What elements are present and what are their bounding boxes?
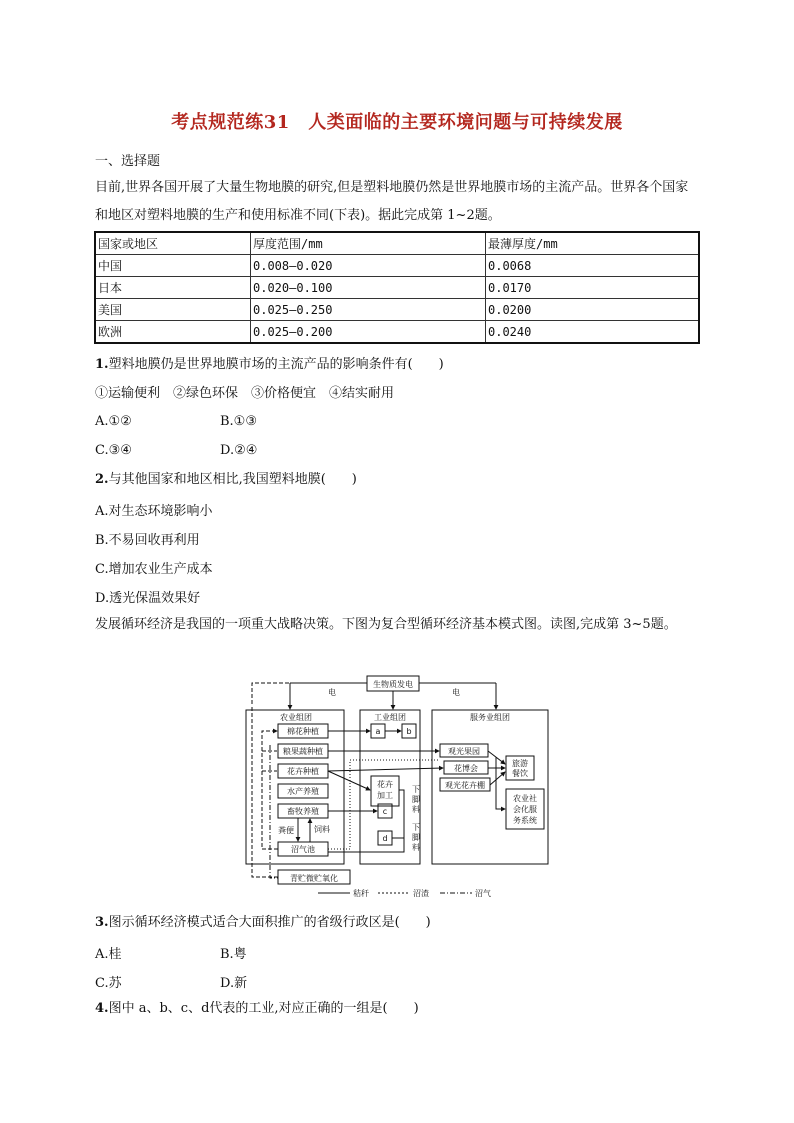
question-stem: 与其他国家和地区相比,我国塑料地膜( ): [108, 472, 357, 487]
service-item: 观光果园: [448, 747, 480, 756]
legend-residue: 沼渣: [413, 889, 429, 898]
leftover-label: 下: [412, 785, 420, 794]
social-service-label: 务系统: [513, 816, 537, 825]
leftover-label: 脚: [412, 833, 420, 842]
agri-item: 沼气池: [291, 845, 315, 854]
social-service-label: 会化服: [513, 805, 537, 814]
service-item: 观光花卉棚: [445, 781, 485, 790]
leftover-label: 料: [412, 805, 420, 814]
question-number: 2.: [95, 472, 109, 487]
manure-label: 粪便: [278, 826, 294, 835]
electricity-label: 电: [452, 688, 460, 697]
agri-item: 花卉种植: [287, 767, 319, 776]
agri-item: 水产养殖: [287, 787, 319, 796]
flower-processing: 加工: [377, 791, 393, 800]
question-4: [95, 1000, 419, 1018]
option-c[interactable]: C.③④: [95, 443, 132, 458]
leftover-label: 脚: [412, 795, 420, 804]
tourism-label: 旅游: [512, 759, 528, 768]
question-stem: 图示循环经济模式适合大面积推广的省级行政区是( ): [108, 915, 431, 930]
tourism-label: 餐饮: [512, 769, 528, 778]
section-heading: 一、选择题: [95, 154, 161, 169]
option-b[interactable]: B.①③: [220, 414, 257, 429]
intro-passage-2: 发展循环经济是我国的一项重大战略决策。下图为复合型循环经济基本模式图。读图,完成第 3~5题。: [95, 617, 677, 632]
table-header-cell: 厚度范围/mm: [251, 232, 486, 255]
option-a[interactable]: A.对生态环境影响小: [95, 504, 213, 519]
service-item: 花博会: [454, 764, 478, 773]
question-number: 3.: [95, 915, 109, 930]
industry-a: a: [375, 727, 381, 736]
table-cell: 美国: [95, 299, 251, 321]
leftover-label: 下: [412, 823, 420, 832]
question-stem: 图中 a、b、c、d代表的工业,对应正确的一组是( ): [108, 1001, 419, 1016]
question-number: 1.: [95, 357, 109, 372]
option-d[interactable]: D.②④: [220, 443, 258, 458]
electricity-label: 电: [328, 688, 336, 697]
page-title: 考点规范练31 人类面临的主要环境问题与可持续发展: [171, 112, 623, 133]
industry-b: b: [406, 727, 412, 736]
agri-item: 粮果蔬种植: [283, 747, 323, 756]
table-cell: 欧洲: [95, 321, 251, 344]
industry-group-label: 工业组团: [374, 713, 406, 722]
feed-label: 饲料: [314, 825, 330, 834]
question-3: [95, 914, 431, 932]
legend-biogas: 沼气: [475, 889, 491, 898]
biomass-power-label: 生物质发电: [373, 680, 413, 689]
option-a[interactable]: A.①②: [95, 414, 132, 429]
service-group-label: 服务业组团: [470, 713, 510, 722]
silage-label: 青贮微贮氧化: [290, 874, 338, 883]
social-service-label: 农业社: [513, 794, 537, 803]
table-cell: 0.008—0.020: [251, 255, 486, 277]
table-cell: 0.0170: [486, 277, 700, 299]
option-b[interactable]: B.不易回收再利用: [95, 533, 200, 548]
option-d[interactable]: D.新: [220, 976, 248, 991]
flower-processing: 花卉: [377, 780, 393, 789]
option-d[interactable]: D.透光保温效果好: [95, 591, 201, 606]
table-cell: 0.0068: [486, 255, 700, 277]
table-header-cell: 最薄厚度/mm: [486, 232, 700, 255]
option-c[interactable]: C.增加农业生产成本: [95, 562, 213, 577]
intro-passage-1: 目前,世界各国开展了大量生物地膜的研究,但是塑料地膜仍然是世界地膜市场的主流产品。世界各个国家和地区对塑料地膜的生产和使用标准不同(下表)。据此完成第 1~2题。: [95, 180, 689, 223]
table-cell: 0.025—0.200: [251, 321, 486, 344]
table-cell: 0.025—0.250: [251, 299, 486, 321]
table-cell: 0.0240: [486, 321, 700, 344]
table-cell: 中国: [95, 255, 251, 277]
option-b[interactable]: B.粤: [220, 947, 247, 962]
table-header-cell: 国家或地区: [95, 232, 251, 255]
question-stem: 塑料地膜仍是世界地膜市场的主流产品的影响条件有( ): [108, 357, 444, 372]
leftover-label: 料: [412, 843, 420, 852]
agri-item: 棉花种植: [287, 727, 319, 736]
agri-group-label: 农业组团: [280, 713, 312, 722]
industry-c: c: [382, 807, 388, 816]
industry-d: d: [382, 834, 388, 843]
table-cell: 日本: [95, 277, 251, 299]
question-1-items: ①运输便利 ②绿色环保 ③价格便宜 ④结实耐用: [95, 386, 395, 401]
legend-straw: 秸秆: [353, 889, 369, 898]
option-c[interactable]: C.苏: [95, 976, 122, 991]
table-cell: 0.020—0.100: [251, 277, 486, 299]
table-cell: 0.0200: [486, 299, 700, 321]
agri-item: 畜牧养殖: [287, 807, 319, 816]
option-a[interactable]: A.桂: [95, 947, 122, 962]
question-number: 4.: [95, 1001, 109, 1016]
